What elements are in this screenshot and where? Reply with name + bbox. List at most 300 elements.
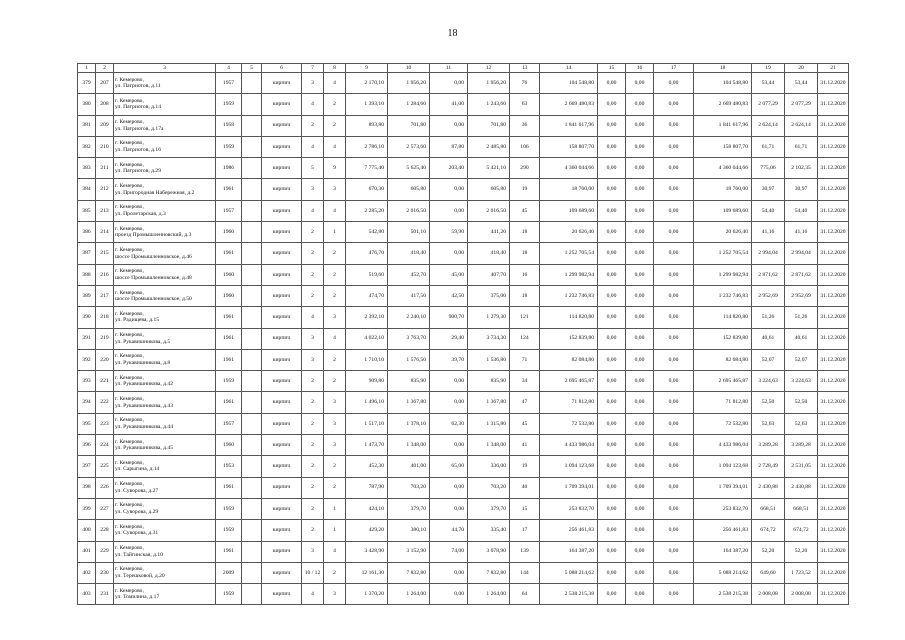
cell-area-nonresidential: 42,50 xyxy=(430,285,468,306)
column-number: 15 xyxy=(598,64,626,73)
cell-address: г. Кемерово, ул. Тайгинская, д.10 xyxy=(114,541,216,562)
cell-planned-date: 31.12.2020 xyxy=(818,328,849,349)
cell-planned-date: 31.12.2020 xyxy=(818,435,849,456)
cell-wall-material: кирпич xyxy=(262,307,302,328)
cell-blank xyxy=(242,307,262,328)
cell-floors: 4 xyxy=(302,584,324,605)
cell-planned-date: 31.12.2020 xyxy=(818,158,849,179)
cell-floors: 4 xyxy=(302,94,324,115)
cell-max-unit-cost: 1 723,52 xyxy=(785,562,818,583)
cell-floors: 3 xyxy=(302,73,324,94)
cell-area-nonresidential: 0,00 xyxy=(430,435,468,456)
cell-planned-date: 31.12.2020 xyxy=(818,200,849,221)
cell-wall-material: кирпич xyxy=(262,456,302,477)
cell-entrances: 3 xyxy=(324,413,346,434)
cell-blank xyxy=(242,392,262,413)
cell-area-premises: 379,70 xyxy=(388,498,430,519)
cell-max-unit-cost: 668,51 xyxy=(785,498,818,519)
cell-entrances: 4 xyxy=(324,541,346,562)
cell-planned-date: 31.12.2020 xyxy=(818,584,849,605)
cell-cost-other: 114 820,80 xyxy=(694,307,752,328)
cell-address: г. Кемерово, ул. Рукавишникова, д.44 xyxy=(114,413,216,434)
cell-address: г. Кемерово, ул. Терешковой, д.20 xyxy=(114,562,216,583)
cell-cost-federal: 0,00 xyxy=(598,435,626,456)
cell-area-residential: 605,80 xyxy=(468,179,510,200)
cell-floors: 2 xyxy=(302,115,324,136)
cell-year: 1959 xyxy=(216,498,242,519)
cell-wall-material: кирпич xyxy=(262,158,302,179)
cell-max-unit-cost: 52,20 xyxy=(785,541,818,562)
cell-cost-total: 253 832,70 xyxy=(540,498,598,519)
cell-blank xyxy=(242,541,262,562)
cell-no: 382 xyxy=(78,136,96,157)
cell-cost-federal: 0,00 xyxy=(598,158,626,179)
cell-floors: 4 xyxy=(302,200,324,221)
cell-year: 1961 xyxy=(216,243,242,264)
cell-cost-local: 0,00 xyxy=(654,413,694,434)
cell-blank xyxy=(242,328,262,349)
cell-year: 1960 xyxy=(216,222,242,243)
cell-cost-regional: 0,00 xyxy=(626,179,654,200)
column-number: 1 xyxy=(78,64,96,73)
cell-blank xyxy=(242,435,262,456)
cell-floors: 2 xyxy=(302,498,324,519)
cell-cost-total: 72 532,80 xyxy=(540,413,598,434)
cell-area-premises: 7 832,80 xyxy=(388,562,430,583)
cell-cost-regional: 0,00 xyxy=(626,392,654,413)
cell-cost-total: 104 548,80 xyxy=(540,73,598,94)
cell-planned-date: 31.12.2020 xyxy=(818,264,849,285)
cell-no: 384 xyxy=(78,179,96,200)
cell-cost-federal: 0,00 xyxy=(598,285,626,306)
cell-cost-other: 2 669 480,83 xyxy=(694,94,752,115)
column-number: 16 xyxy=(626,64,654,73)
cell-area-premises: 835,90 xyxy=(388,371,430,392)
column-number: 6 xyxy=(262,64,302,73)
cell-wall-material: кирпич xyxy=(262,541,302,562)
cell-cost-federal: 0,00 xyxy=(598,584,626,605)
cell-entrances: 3 xyxy=(324,584,346,605)
cell-area-nonresidential: 0,00 xyxy=(430,584,468,605)
cell-max-unit-cost: 2 952,69 xyxy=(785,285,818,306)
cell-cost-total: 1 841 617,96 xyxy=(540,115,598,136)
cell-cost-local: 0,00 xyxy=(654,243,694,264)
cell-planned-date: 31.12.2020 xyxy=(818,115,849,136)
cell-wall-material: кирпич xyxy=(262,94,302,115)
cell-order: 221 xyxy=(96,371,114,392)
cell-wall-material: кирпич xyxy=(262,349,302,370)
cell-wall-material: кирпич xyxy=(262,115,302,136)
column-number: 14 xyxy=(540,64,598,73)
cell-floors: 2 xyxy=(302,456,324,477)
cell-unit-cost: 52,63 xyxy=(752,413,785,434)
cell-entrances: 3 xyxy=(324,307,346,328)
cell-area-premises: 701,80 xyxy=(388,115,430,136)
cell-area-residential: 1 264,00 xyxy=(468,584,510,605)
cell-unit-cost: 2 952,69 xyxy=(752,285,785,306)
cell-wall-material: кирпич xyxy=(262,584,302,605)
cell-order: 213 xyxy=(96,200,114,221)
cell-address: г. Кемерово, шоссе Промышленновское, д.48 xyxy=(114,264,216,285)
cell-unit-cost: 51,26 xyxy=(752,307,785,328)
cell-cost-other: 104 548,80 xyxy=(694,73,752,94)
cell-cost-regional: 0,00 xyxy=(626,520,654,541)
cell-no: 397 xyxy=(78,456,96,477)
cell-unit-cost: 2 624,14 xyxy=(752,115,785,136)
cell-cost-federal: 0,00 xyxy=(598,520,626,541)
cell-address: г. Кемерово, ул. Патриотов, д.29 xyxy=(114,158,216,179)
cell-unit-cost: 674,72 xyxy=(752,520,785,541)
cell-floors: 2 xyxy=(302,243,324,264)
table-row xyxy=(78,392,849,413)
cell-floors: 2 xyxy=(302,435,324,456)
cell-area-premises: 703,20 xyxy=(388,477,430,498)
table-row xyxy=(78,179,849,200)
cell-area-nonresidential: 0,00 xyxy=(430,243,468,264)
cell-area-residential: 407,70 xyxy=(468,264,510,285)
cell-area-premises: 1 956,20 xyxy=(388,73,430,94)
cell-floors: 2 xyxy=(302,264,324,285)
cell-cost-total: 18 760,00 xyxy=(540,179,598,200)
column-number: 2 xyxy=(96,64,114,73)
cell-area-nonresidential: 0,00 xyxy=(430,498,468,519)
cell-planned-date: 31.12.2020 xyxy=(818,392,849,413)
table-row xyxy=(78,477,849,498)
cell-floors: 10 / 12 xyxy=(302,562,324,583)
cell-year: 1961 xyxy=(216,328,242,349)
cell-cost-total: 256 461,83 xyxy=(540,520,598,541)
cell-cost-federal: 0,00 xyxy=(598,541,626,562)
cell-order: 229 xyxy=(96,541,114,562)
cell-cost-regional: 0,00 xyxy=(626,136,654,157)
cell-residents: 144 xyxy=(510,562,540,583)
cell-entrances: 4 xyxy=(324,328,346,349)
cell-blank xyxy=(242,477,262,498)
cell-planned-date: 31.12.2020 xyxy=(818,371,849,392)
cell-unit-cost: 3 224,63 xyxy=(752,371,785,392)
cell-cost-other: 109 689,60 xyxy=(694,200,752,221)
cell-area-nonresidential: 0,00 xyxy=(430,179,468,200)
cell-year: 1961 xyxy=(216,349,242,370)
cell-address: г. Кемерово, ул. Пролетарская, д.3 xyxy=(114,200,216,221)
cell-no: 402 xyxy=(78,562,96,583)
cell-cost-local: 0,00 xyxy=(654,520,694,541)
cell-cost-federal: 0,00 xyxy=(598,307,626,328)
cell-residents: 64 xyxy=(510,584,540,605)
cell-total-area: 893,80 xyxy=(346,115,388,136)
cell-residents: 76 xyxy=(510,73,540,94)
cell-cost-other: 4 433 986,04 xyxy=(694,435,752,456)
cell-blank xyxy=(242,243,262,264)
cell-cost-regional: 0,00 xyxy=(626,200,654,221)
cell-address: г. Кемерово, ул. Суворова, д.29 xyxy=(114,498,216,519)
cell-year: 1961 xyxy=(216,541,242,562)
cell-blank xyxy=(242,73,262,94)
cell-order: 212 xyxy=(96,179,114,200)
cell-address: г. Кемерово, ул. Рукавишникова, д.43 xyxy=(114,392,216,413)
cell-cost-federal: 0,00 xyxy=(598,94,626,115)
cell-max-unit-cost: 52,50 xyxy=(785,392,818,413)
cell-total-area: 2 392,10 xyxy=(346,307,388,328)
cell-residents: 290 xyxy=(510,158,540,179)
cell-residents: 45 xyxy=(510,413,540,434)
cell-max-unit-cost: 2 102,35 xyxy=(785,158,818,179)
cell-year: 2009 xyxy=(216,562,242,583)
cell-blank xyxy=(242,158,262,179)
cell-no: 394 xyxy=(78,392,96,413)
cell-unit-cost: 2 728,49 xyxy=(752,456,785,477)
cell-floors: 2 xyxy=(302,520,324,541)
table-row xyxy=(78,435,849,456)
cell-area-premises: 1 348,00 xyxy=(388,435,430,456)
cell-area-residential: 703,20 xyxy=(468,477,510,498)
cell-area-premises: 1 367,80 xyxy=(388,392,430,413)
cell-unit-cost: 54,40 xyxy=(752,200,785,221)
cell-max-unit-cost: 52,63 xyxy=(785,413,818,434)
cell-cost-total: 114 820,80 xyxy=(540,307,598,328)
cell-residents: 18 xyxy=(510,222,540,243)
cell-max-unit-cost: 2 008,08 xyxy=(785,584,818,605)
cell-residents: 40 xyxy=(510,477,540,498)
cell-area-residential: 379,70 xyxy=(468,498,510,519)
cell-cost-regional: 0,00 xyxy=(626,307,654,328)
cell-total-area: 1 496,10 xyxy=(346,392,388,413)
cell-cost-local: 0,00 xyxy=(654,136,694,157)
cell-year: 1959 xyxy=(216,520,242,541)
page-number: 18 xyxy=(447,28,458,39)
cell-area-residential: 5 421,10 xyxy=(468,158,510,179)
cell-year: 1960 xyxy=(216,264,242,285)
cell-address: г. Кемерово, ул. Томилина, д.17 xyxy=(114,584,216,605)
cell-wall-material: кирпич xyxy=(262,371,302,392)
cell-no: 392 xyxy=(78,349,96,370)
cell-blank xyxy=(242,222,262,243)
table-row xyxy=(78,307,849,328)
cell-area-premises: 2 240,10 xyxy=(388,307,430,328)
cell-cost-regional: 0,00 xyxy=(626,115,654,136)
cell-area-nonresidential: 65,00 xyxy=(430,456,468,477)
cell-area-residential: 335,40 xyxy=(468,520,510,541)
cell-cost-federal: 0,00 xyxy=(598,115,626,136)
table-row xyxy=(78,562,849,583)
cell-no: 385 xyxy=(78,200,96,221)
cell-address: г. Кемерово, ул. Патриотов, д.11 xyxy=(114,73,216,94)
cell-cost-local: 0,00 xyxy=(654,285,694,306)
column-number-row xyxy=(78,64,849,73)
cell-residents: 139 xyxy=(510,541,540,562)
cell-area-residential: 1 279,30 xyxy=(468,307,510,328)
cell-planned-date: 31.12.2020 xyxy=(818,73,849,94)
table-row xyxy=(78,200,849,221)
cell-cost-local: 0,00 xyxy=(654,73,694,94)
table-row xyxy=(78,584,849,605)
cell-no: 401 xyxy=(78,541,96,562)
cell-cost-total: 109 689,60 xyxy=(540,200,598,221)
cell-year: 1957 xyxy=(216,73,242,94)
cell-total-area: 1 517,10 xyxy=(346,413,388,434)
cell-entrances: 2 xyxy=(324,477,346,498)
cell-cost-federal: 0,00 xyxy=(598,179,626,200)
cell-area-nonresidential: 44,70 xyxy=(430,520,468,541)
cell-total-area: 474,70 xyxy=(346,285,388,306)
cell-cost-total: 82 084,80 xyxy=(540,349,598,370)
cell-no: 383 xyxy=(78,158,96,179)
cell-total-area: 1 393,10 xyxy=(346,94,388,115)
cell-cost-regional: 0,00 xyxy=(626,584,654,605)
cell-area-residential: 2 016,50 xyxy=(468,200,510,221)
cell-total-area: 542,80 xyxy=(346,222,388,243)
cell-residents: 15 xyxy=(510,498,540,519)
cell-cost-federal: 0,00 xyxy=(598,413,626,434)
cell-area-nonresidential: 0,00 xyxy=(430,562,468,583)
cell-no: 387 xyxy=(78,243,96,264)
cell-cost-other: 158 807,70 xyxy=(694,136,752,157)
cell-cost-local: 0,00 xyxy=(654,435,694,456)
cell-cost-local: 0,00 xyxy=(654,328,694,349)
cell-cost-local: 0,00 xyxy=(654,222,694,243)
cell-cost-other: 1 252 705,54 xyxy=(694,243,752,264)
cell-area-nonresidential: 203,40 xyxy=(430,158,468,179)
cell-cost-total: 1 299 982,94 xyxy=(540,264,598,285)
cell-total-area: 429,20 xyxy=(346,520,388,541)
column-number: 21 xyxy=(818,64,849,73)
column-number: 18 xyxy=(694,64,752,73)
cell-order: 228 xyxy=(96,520,114,541)
cell-planned-date: 31.12.2020 xyxy=(818,477,849,498)
housing-register-table xyxy=(77,63,849,605)
cell-area-nonresidential: 0,00 xyxy=(430,115,468,136)
cell-blank xyxy=(242,498,262,519)
cell-cost-federal: 0,00 xyxy=(598,200,626,221)
cell-residents: 41 xyxy=(510,435,540,456)
cell-cost-federal: 0,00 xyxy=(598,328,626,349)
cell-area-premises: 418,40 xyxy=(388,243,430,264)
cell-area-nonresidential: 0,00 xyxy=(430,73,468,94)
cell-total-area: 424,10 xyxy=(346,498,388,519)
cell-planned-date: 31.12.2020 xyxy=(818,520,849,541)
cell-address: г. Кемерово, ул. Рукавишникова, д.5 xyxy=(114,328,216,349)
cell-no: 393 xyxy=(78,371,96,392)
cell-entrances: 1 xyxy=(324,498,346,519)
column-number: 5 xyxy=(242,64,262,73)
cell-entrances: 2 xyxy=(324,264,346,285)
cell-area-premises: 501,10 xyxy=(388,222,430,243)
cell-year: 1959 xyxy=(216,584,242,605)
cell-wall-material: кирпич xyxy=(262,477,302,498)
cell-area-nonresidential: 59,90 xyxy=(430,222,468,243)
cell-no: 390 xyxy=(78,307,96,328)
cell-entrances: 4 xyxy=(324,200,346,221)
cell-unit-cost: 52,50 xyxy=(752,392,785,413)
cell-year: 1960 xyxy=(216,285,242,306)
cell-total-area: 909,80 xyxy=(346,371,388,392)
cell-max-unit-cost: 61,71 xyxy=(785,136,818,157)
cell-wall-material: кирпич xyxy=(262,73,302,94)
cell-max-unit-cost: 2 430,88 xyxy=(785,477,818,498)
cell-max-unit-cost: 2 994,04 xyxy=(785,243,818,264)
cell-wall-material: кирпич xyxy=(262,136,302,157)
cell-floors: 2 xyxy=(302,477,324,498)
cell-floors: 4 xyxy=(302,136,324,157)
table-row xyxy=(78,371,849,392)
cell-max-unit-cost: 2 871,62 xyxy=(785,264,818,285)
cell-max-unit-cost: 2 077,29 xyxy=(785,94,818,115)
cell-address: г. Кемерово, ул. Суворова, д.27 xyxy=(114,477,216,498)
cell-area-nonresidential: 62,30 xyxy=(430,413,468,434)
cell-residents: 47 xyxy=(510,392,540,413)
cell-no: 389 xyxy=(78,285,96,306)
cell-blank xyxy=(242,520,262,541)
column-number: 3 xyxy=(114,64,216,73)
cell-year: 1961 xyxy=(216,477,242,498)
cell-planned-date: 31.12.2020 xyxy=(818,349,849,370)
cell-cost-other: 1 709 394,01 xyxy=(694,477,752,498)
cell-entrances: 2 xyxy=(324,349,346,370)
cell-area-nonresidential: 0,00 xyxy=(430,477,468,498)
cell-order: 224 xyxy=(96,435,114,456)
cell-area-residential: 441,20 xyxy=(468,222,510,243)
cell-year: 1959 xyxy=(216,94,242,115)
cell-cost-other: 253 832,70 xyxy=(694,498,752,519)
cell-area-premises: 380,10 xyxy=(388,520,430,541)
cell-wall-material: кирпич xyxy=(262,498,302,519)
cell-area-residential: 3 734,30 xyxy=(468,328,510,349)
cell-cost-total: 1 252 705,54 xyxy=(540,243,598,264)
cell-floors: 3 xyxy=(302,349,324,370)
table-row xyxy=(78,520,849,541)
cell-floors: 4 xyxy=(302,307,324,328)
cell-blank xyxy=(242,200,262,221)
cell-floors: 2 xyxy=(302,413,324,434)
cell-max-unit-cost: 674,72 xyxy=(785,520,818,541)
cell-year: 1960 xyxy=(216,435,242,456)
cell-no: 386 xyxy=(78,222,96,243)
cell-planned-date: 31.12.2020 xyxy=(818,285,849,306)
cell-unit-cost: 3 289,28 xyxy=(752,435,785,456)
cell-blank xyxy=(242,179,262,200)
cell-address: г. Кемерово, проезд Промышленновский, д.3 xyxy=(114,222,216,243)
cell-order: 207 xyxy=(96,73,114,94)
cell-cost-regional: 0,00 xyxy=(626,541,654,562)
cell-cost-other: 1 232 746,83 xyxy=(694,285,752,306)
cell-cost-regional: 0,00 xyxy=(626,477,654,498)
cell-unit-cost: 30,97 xyxy=(752,179,785,200)
cell-area-residential: 1 315,80 xyxy=(468,413,510,434)
cell-unit-cost: 668,51 xyxy=(752,498,785,519)
table-row xyxy=(78,264,849,285)
cell-cost-total: 1 232 746,83 xyxy=(540,285,598,306)
cell-cost-federal: 0,00 xyxy=(598,371,626,392)
cell-total-area: 12 161,30 xyxy=(346,562,388,583)
cell-address: г. Кемерово, ул. Радищева, д.15 xyxy=(114,307,216,328)
cell-cost-local: 0,00 xyxy=(654,115,694,136)
cell-residents: 17 xyxy=(510,520,540,541)
cell-cost-federal: 0,00 xyxy=(598,562,626,583)
cell-cost-other: 5 088 214,62 xyxy=(694,562,752,583)
cell-planned-date: 31.12.2020 xyxy=(818,222,849,243)
cell-cost-regional: 0,00 xyxy=(626,498,654,519)
cell-cost-other: 164 387,20 xyxy=(694,541,752,562)
cell-area-premises: 1 378,10 xyxy=(388,413,430,434)
cell-address: г. Кемерово, ул. Пригородная Набережная, д.2 xyxy=(114,179,216,200)
cell-no: 396 xyxy=(78,435,96,456)
cell-floors: 3 xyxy=(302,541,324,562)
cell-entrances: 2 xyxy=(324,243,346,264)
cell-area-premises: 2 573,60 xyxy=(388,136,430,157)
cell-cost-total: 2 695 465,87 xyxy=(540,371,598,392)
table-row xyxy=(78,349,849,370)
table-row xyxy=(78,115,849,136)
